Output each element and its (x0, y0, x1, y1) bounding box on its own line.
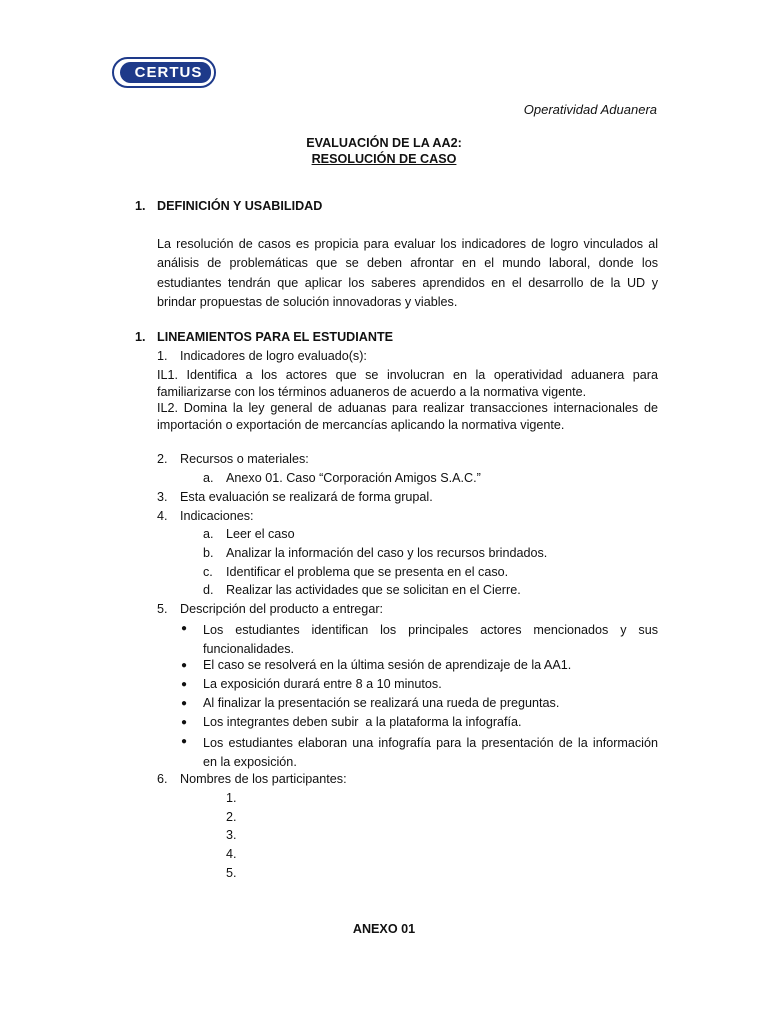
bullet-icon: ● (181, 623, 188, 634)
item4-sub-letter: c. (203, 565, 213, 579)
section2-heading: LINEAMIENTOS PARA EL ESTUDIANTE (157, 330, 394, 344)
item1-label: Indicadores de logro evaluado(s): (180, 349, 367, 363)
item4-sub-text: Identificar el problema que se presenta en el caso. (226, 565, 509, 579)
document-title: EVALUACIÓN DE LA AA2: (306, 136, 462, 150)
section1-paragraph: La resolución de casos es propicia para evaluar los indicadores de logro vinculados al análisis de problemáticas que se deben afrontar en el mundo laboral, donde los estudiantes tendrán que aplicar los saberes aprendidos en el desarrollo de la UD y brindar propuestas de solución innovadoras y viables. (157, 237, 658, 309)
item4-sub-letter: d. (203, 583, 214, 597)
bullet-icon: ● (181, 698, 188, 709)
deliverable-item: Los estudiantes elaboran una infografía para la presentación de la información en la exposición. (203, 736, 658, 769)
course-name: Operatividad Aduanera (523, 102, 657, 117)
item1-number: 1. (157, 349, 168, 363)
logo-text: CERTUS (134, 64, 203, 81)
item4-sub-letter: a. (203, 527, 214, 541)
participant-slot: 1. (226, 791, 237, 805)
document-subtitle: RESOLUCIÓN DE CASO (311, 152, 457, 166)
certus-logo (112, 57, 216, 88)
annex-heading: ANEXO 01 (352, 922, 416, 936)
item3-label: Esta evaluación se realizará de forma grupal. (180, 490, 433, 504)
item4-sub-text: Realizar las actividades que se solicitan en el Cierre. (226, 583, 521, 597)
participant-slot: 3. (226, 828, 237, 842)
item4-sub-letter: b. (203, 546, 214, 560)
participant-slot: 2. (226, 810, 237, 824)
section1-heading: DEFINICIÓN Y USABILIDAD (157, 199, 323, 213)
item4-label: Indicaciones: (180, 509, 254, 523)
section2-number: 1. (135, 330, 146, 344)
bullet-icon: ● (181, 679, 188, 690)
participant-slot: 4. (226, 847, 237, 861)
section1-number: 1. (135, 199, 146, 213)
item5-number: 5. (157, 602, 168, 616)
indicator-il2: IL2. Domina la ley general de aduanas para realizar transacciones internacionales de importación o exportación de mercancías aplicando la normativa vigente. (157, 401, 658, 432)
item4-sub-text: Leer el caso (226, 527, 295, 541)
item4-number: 4. (157, 509, 168, 523)
bullet-icon: ● (181, 660, 188, 671)
logo-badge (120, 62, 211, 83)
item6-label: Nombres de los participantes: (180, 772, 347, 786)
deliverable-item: El caso se resolverá en la última sesión de aprendizaje de la AA1. (203, 658, 572, 672)
deliverable-item: La exposición durará entre 8 a 10 minutos. (203, 677, 442, 691)
item2-label: Recursos o materiales: (180, 452, 309, 466)
item5-label: Descripción del producto a entregar: (180, 602, 384, 616)
item2-sub-text: Anexo 01. Caso “Corporación Amigos S.A.C.” (226, 471, 481, 485)
item2-number: 2. (157, 452, 168, 466)
deliverable-item: Los estudiantes identifican los principales actores mencionados y sus funcionalidades. (203, 623, 658, 656)
deliverable-item: Los integrantes deben subir a la plataforma la infografía. (203, 715, 522, 729)
indicator-il1: IL1. Identifica a los actores que se involucran en la operatividad aduanera para familiarizarse con los términos aduaneros de acuerdo a la normativa vigente. (157, 368, 658, 399)
bullet-icon: ● (181, 736, 188, 747)
item4-sub-text: Analizar la información del caso y los recursos brindados. (226, 546, 548, 560)
item6-number: 6. (157, 772, 168, 786)
participant-slot: 5. (226, 866, 237, 880)
deliverable-item: Al finalizar la presentación se realizará una rueda de preguntas. (203, 696, 560, 710)
item2-sub-letter: a. (203, 471, 214, 485)
bullet-icon: ● (181, 717, 188, 728)
item3-number: 3. (157, 490, 168, 504)
